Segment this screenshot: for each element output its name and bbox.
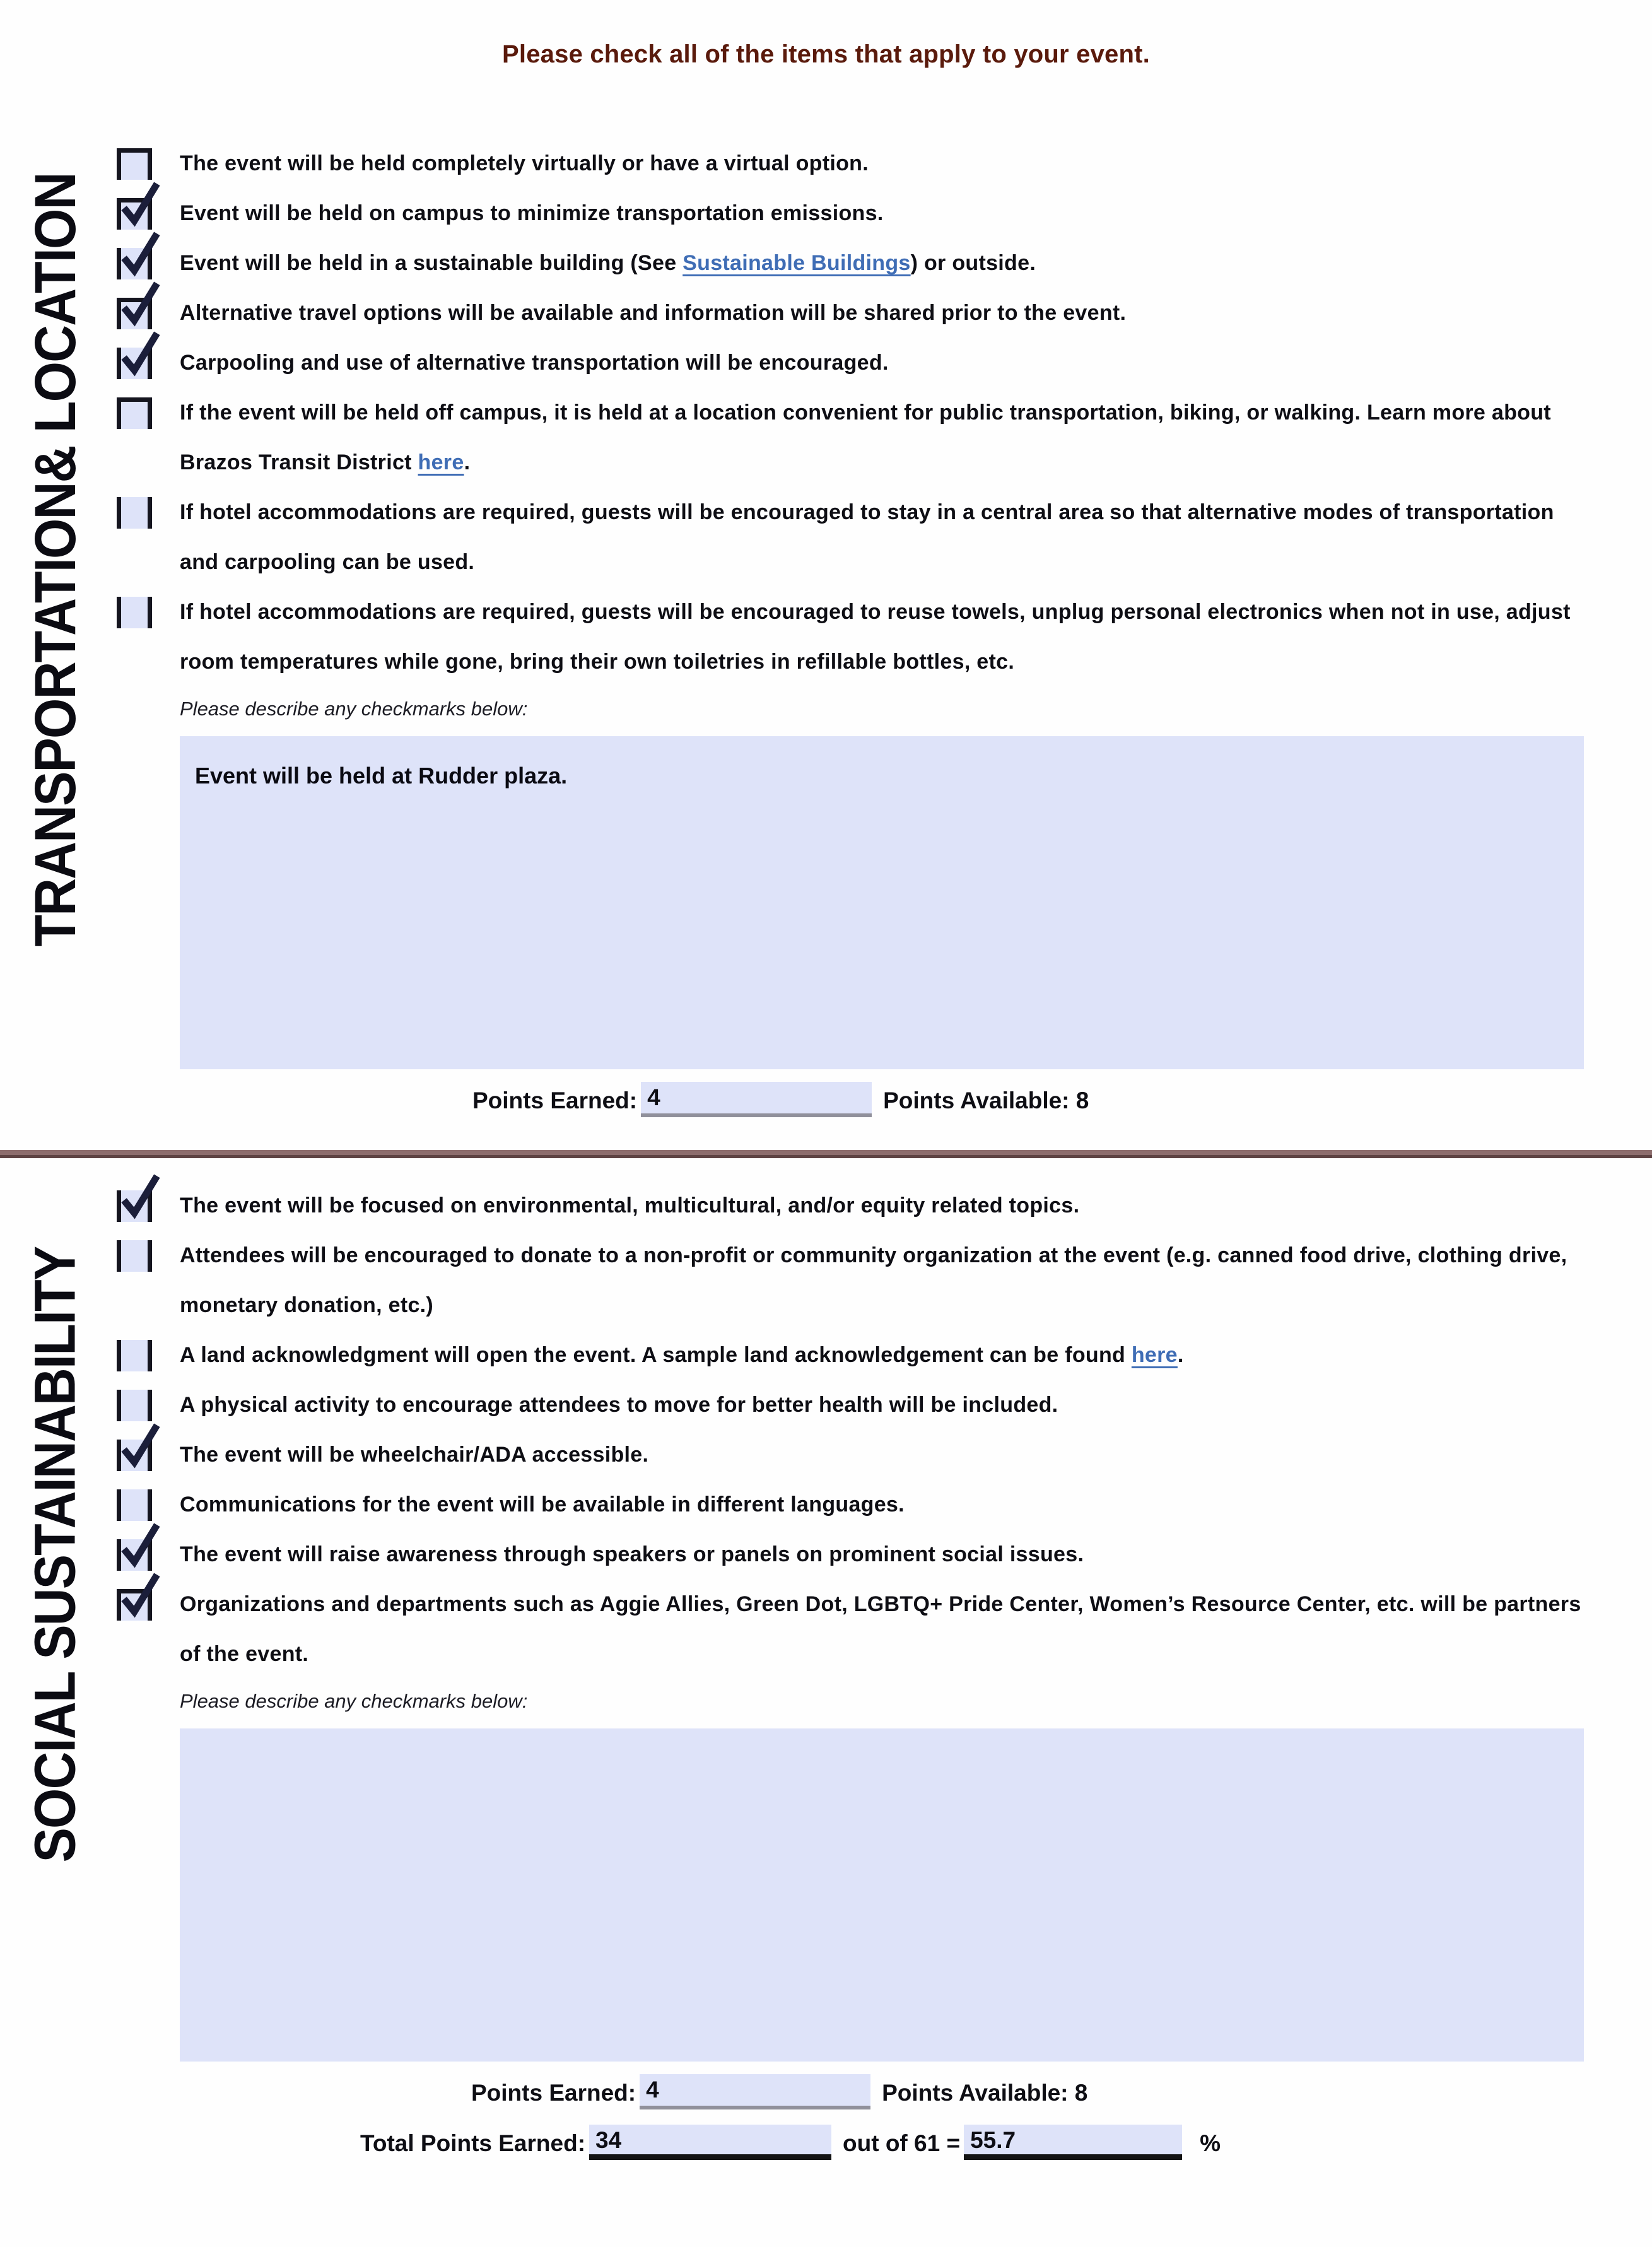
checkbox-unchecked[interactable] bbox=[117, 148, 152, 180]
inline-link[interactable]: Sustainable Buildings bbox=[682, 251, 911, 275]
checklist-item-label: The event will raise awareness through speakers or panels on prominent social issues. bbox=[180, 1542, 1084, 1566]
total-points-value: 34 bbox=[595, 2127, 622, 2153]
checklist-item bbox=[117, 488, 1589, 587]
checklist-item-label: If hotel accommodations are required, guests will be encouraged to reuse towels, unplug personal electronics when not in use, adjust room temperatures while gone, bring their own toiletries in refillable bottles, etc. bbox=[180, 600, 1571, 674]
inline-link[interactable]: here bbox=[1131, 1343, 1178, 1367]
checklist-item bbox=[117, 189, 1589, 238]
checklist-item-label: The event will be wheelchair/ADA accessible. bbox=[180, 1443, 649, 1467]
checkbox-unchecked[interactable] bbox=[117, 497, 152, 529]
total-points-row bbox=[360, 2122, 1589, 2160]
section-vertical-label bbox=[5, 1178, 106, 1932]
checkbox-checked[interactable] bbox=[117, 1589, 152, 1621]
check-icon bbox=[120, 183, 159, 228]
points-earned-value: 4 bbox=[647, 1084, 660, 1110]
checklist-item bbox=[117, 1231, 1589, 1330]
checkbox-checked[interactable] bbox=[117, 348, 152, 379]
description-textarea[interactable] bbox=[180, 736, 1584, 1069]
points-row bbox=[471, 2072, 1589, 2109]
inline-link[interactable]: here bbox=[418, 450, 464, 474]
section-social-sustainability bbox=[0, 1181, 1652, 2160]
checkbox-unchecked[interactable] bbox=[117, 1340, 152, 1371]
points-earned-label: Points Earned: bbox=[472, 1088, 638, 1113]
section-transportation-location bbox=[0, 139, 1652, 1117]
percent-field[interactable] bbox=[964, 2125, 1182, 2160]
checkbox-checked[interactable] bbox=[117, 1190, 152, 1222]
checkbox-unchecked[interactable] bbox=[117, 1489, 152, 1521]
out-of-label: out of 61 = bbox=[843, 2130, 961, 2156]
checkbox-checked[interactable] bbox=[117, 198, 152, 230]
checklist-item bbox=[117, 1330, 1589, 1380]
points-earned-value: 4 bbox=[646, 2077, 659, 2103]
checklist-item bbox=[117, 238, 1589, 288]
percent-value: 55.7 bbox=[970, 2127, 1016, 2153]
check-icon bbox=[120, 1424, 159, 1470]
points-available-label: Points Available: 8 bbox=[883, 1088, 1089, 1113]
check-icon bbox=[120, 1175, 159, 1221]
checklist-item bbox=[117, 1580, 1589, 1679]
checklist bbox=[117, 1181, 1589, 1679]
checklist-item-label: If the event will be held off campus, it is held at a location convenient for public transportation, biking, or walking. Learn more about Brazos Transit District here. bbox=[180, 401, 1551, 474]
checklist-item bbox=[117, 338, 1589, 388]
checkbox-unchecked[interactable] bbox=[117, 597, 152, 628]
page-title: Please check all of the items that apply to your event. bbox=[502, 40, 1150, 68]
checklist-item-label: The event will be held completely virtually or have a virtual option. bbox=[180, 151, 869, 175]
points-available-label: Points Available: 8 bbox=[882, 2080, 1088, 2106]
checkbox-unchecked[interactable] bbox=[117, 397, 152, 429]
checklist-item-label: Carpooling and use of alternative transportation will be encouraged. bbox=[180, 351, 889, 375]
points-earned-label: Points Earned: bbox=[471, 2080, 636, 2106]
checklist-item bbox=[117, 1181, 1589, 1231]
checkbox-checked[interactable] bbox=[117, 298, 152, 329]
checklist-item bbox=[117, 288, 1589, 338]
section-label-text: TRANSPORTATION& LOCATION bbox=[23, 173, 88, 947]
checklist bbox=[117, 139, 1589, 687]
checklist-item-label: A land acknowledgment will open the event. A sample land acknowledgement can be found here. bbox=[180, 1343, 1184, 1367]
checklist-item bbox=[117, 388, 1589, 488]
checklist-item bbox=[117, 1480, 1589, 1530]
checklist-item-label: Event will be held in a sustainable building (See Sustainable Buildings) or outside. bbox=[180, 251, 1036, 275]
checklist-item-label: Communications for the event will be available in different languages. bbox=[180, 1493, 905, 1517]
points-earned-field[interactable] bbox=[641, 1082, 872, 1117]
checklist-item bbox=[117, 1530, 1589, 1580]
checklist-item-label: If hotel accommodations are required, guests will be encouraged to stay in a central area so that alternative modes of transportation and carpooling can be used. bbox=[180, 500, 1554, 574]
points-earned-field[interactable] bbox=[640, 2074, 870, 2109]
check-icon bbox=[120, 332, 159, 378]
points-row bbox=[472, 1079, 1589, 1117]
check-icon bbox=[120, 1574, 159, 1619]
section-vertical-label bbox=[5, 129, 106, 990]
checklist-item-label: Alternative travel options will be available and information will be shared prior to the event. bbox=[180, 301, 1127, 325]
checkbox-checked[interactable] bbox=[117, 1440, 152, 1471]
total-points-label: Total Points Earned: bbox=[360, 2130, 586, 2156]
checklist-item-label: Organizations and departments such as Aggie Allies, Green Dot, LGBTQ+ Pride Center, Women’s Resource Center, etc. will be partners of the event. bbox=[180, 1592, 1581, 1666]
percent-sign: % bbox=[1200, 2130, 1221, 2156]
describe-instruction: Please describe any checkmarks below: bbox=[180, 698, 528, 720]
textarea-value: Event will be held at Rudder plaza. bbox=[195, 763, 568, 789]
checklist-item bbox=[117, 139, 1589, 189]
checklist-item-label: Attendees will be encouraged to donate to a non-profit or community organization at the event (e.g. canned food drive, clothing drive, monetary donation, etc.) bbox=[180, 1243, 1567, 1317]
checkbox-unchecked[interactable] bbox=[117, 1390, 152, 1421]
section-divider bbox=[0, 1150, 1652, 1158]
checkbox-checked[interactable] bbox=[117, 1539, 152, 1571]
checklist-item-label: The event will be focused on environmental, multicultural, and/or equity related topics. bbox=[180, 1194, 1080, 1217]
checklist-item-label: A physical activity to encourage attendees to move for better health will be included. bbox=[180, 1393, 1058, 1417]
check-icon bbox=[120, 1524, 159, 1569]
check-icon bbox=[120, 233, 159, 278]
checklist-item bbox=[117, 1380, 1589, 1430]
section-label-text: SOCIAL SUSTAINABILITY bbox=[23, 1247, 88, 1863]
check-icon bbox=[120, 283, 159, 328]
checkbox-unchecked[interactable] bbox=[117, 1240, 152, 1272]
total-points-field[interactable] bbox=[589, 2125, 831, 2160]
checklist-item bbox=[117, 1430, 1589, 1480]
checkbox-checked[interactable] bbox=[117, 248, 152, 279]
checklist-item-label: Event will be held on campus to minimize transportation emissions. bbox=[180, 201, 884, 225]
describe-instruction: Please describe any checkmarks below: bbox=[180, 1690, 528, 1712]
checklist-item bbox=[117, 587, 1589, 687]
description-textarea[interactable] bbox=[180, 1728, 1584, 2062]
